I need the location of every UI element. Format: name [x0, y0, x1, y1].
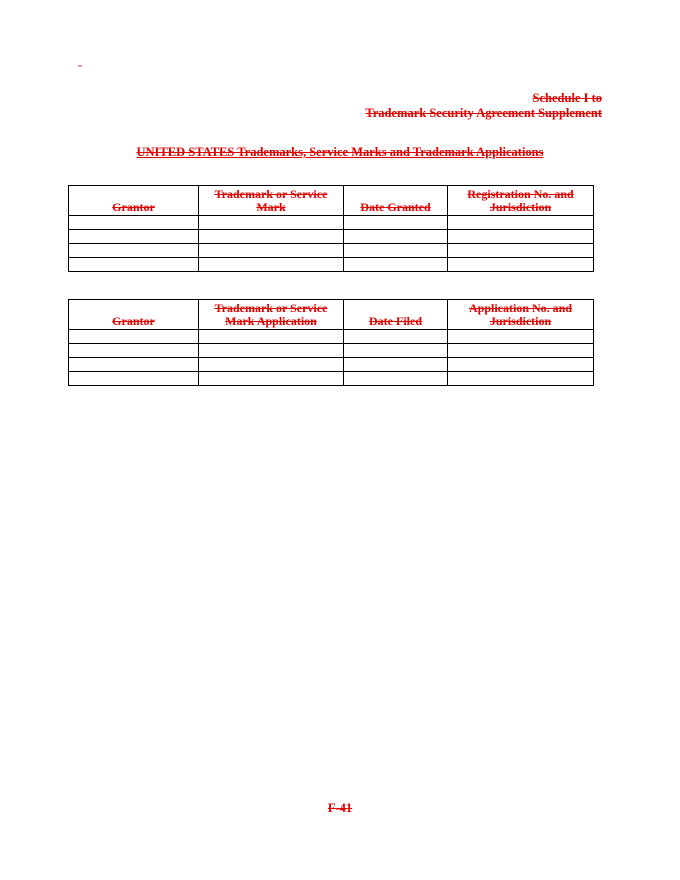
table-cell — [448, 330, 594, 344]
table-cell — [199, 344, 344, 358]
table-cell — [344, 358, 448, 372]
table-cell — [199, 216, 344, 230]
page-number: F-41 — [327, 801, 353, 815]
table-cell — [448, 372, 594, 386]
table-cell — [69, 358, 199, 372]
table-cell — [69, 230, 199, 244]
deletion-dash-mark: - — [78, 58, 82, 72]
table-cell — [69, 330, 199, 344]
table-cell — [199, 258, 344, 272]
table-cell — [448, 216, 594, 230]
trademark-applications-table — [68, 299, 594, 386]
column-header-trademark-application: Trademark or Service Mark Application — [199, 300, 344, 330]
table-cell — [344, 230, 448, 244]
table-cell — [69, 244, 199, 258]
column-header-grantor: Grantor — [69, 186, 199, 216]
table-row — [69, 230, 594, 244]
table-row — [69, 216, 594, 230]
table-row — [69, 258, 594, 272]
table-row — [69, 372, 594, 386]
table-cell — [199, 358, 344, 372]
schedule-heading-line-1: Schedule I to — [532, 91, 602, 105]
registered-trademarks-table — [68, 185, 594, 272]
column-header-application-no: Application No. and Jurisdiction — [448, 300, 594, 330]
table-cell — [199, 230, 344, 244]
table-cell — [448, 230, 594, 244]
table-cell — [69, 258, 199, 272]
table-cell — [344, 372, 448, 386]
table-row — [69, 358, 594, 372]
table-cell — [344, 258, 448, 272]
table-cell — [344, 244, 448, 258]
table-cell — [448, 358, 594, 372]
table-cell — [199, 372, 344, 386]
table-row — [69, 330, 594, 344]
table-cell — [344, 330, 448, 344]
column-header-trademark: Trademark or Service Mark — [199, 186, 344, 216]
column-header-grantor: Grantor — [69, 300, 199, 330]
table-row — [69, 344, 594, 358]
schedule-heading-line-2: Trademark Security Agreement Supplement — [365, 106, 602, 120]
column-header-registration-no: Registration No. and Jurisdiction — [448, 186, 594, 216]
schedule-heading — [365, 91, 602, 121]
table-cell — [344, 344, 448, 358]
table-cell — [448, 244, 594, 258]
table-row — [69, 244, 594, 258]
table-cell — [69, 216, 199, 230]
table-cell — [448, 344, 594, 358]
table-cell — [344, 216, 448, 230]
column-header-date-filed: Date Filed — [344, 300, 448, 330]
table-header-row — [69, 300, 594, 330]
column-header-date-granted: Date Granted — [344, 186, 448, 216]
table-cell — [199, 244, 344, 258]
table-cell — [199, 330, 344, 344]
table-cell — [448, 258, 594, 272]
table-cell — [69, 344, 199, 358]
table-cell — [69, 372, 199, 386]
section-title: UNITED STATES Trademarks, Service Marks and Trademark Applications — [136, 145, 544, 159]
table-header-row — [69, 186, 594, 216]
